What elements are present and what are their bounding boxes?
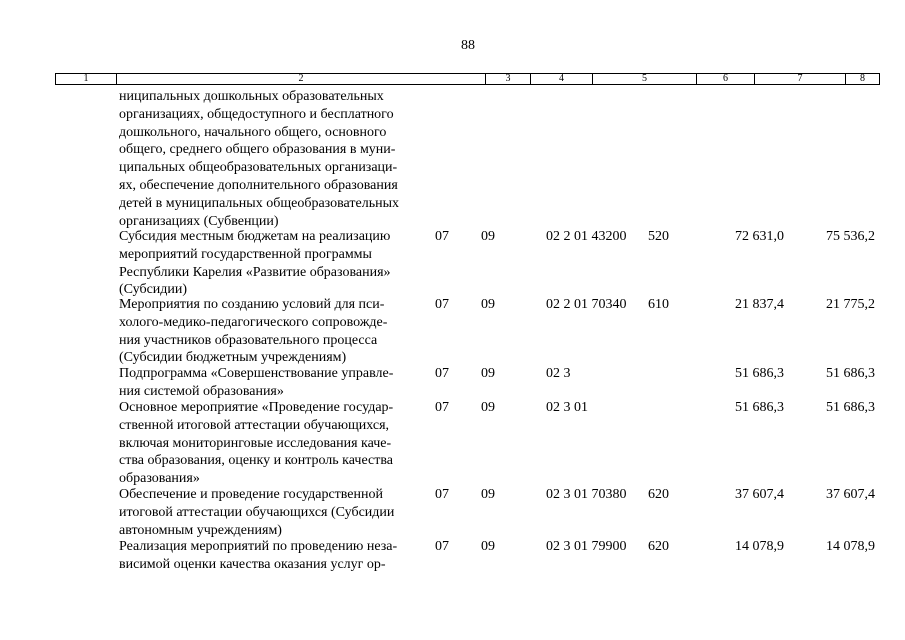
subsection-code: 09 (481, 400, 495, 415)
description-line: Республики Карелия «Развитие образования» (119, 264, 391, 280)
description-line: Субсидия местным бюджетам на реализацию (119, 229, 391, 244)
row-description (119, 486, 437, 539)
header-cell-5: 5 (592, 74, 696, 84)
description-line: (Субсидии бюджетным учреждениям) (119, 350, 347, 366)
description-line: Подпрограмма «Совершенствование управле- (119, 366, 394, 381)
description-line: мероприятий государственной программы (119, 246, 372, 262)
row-description (119, 365, 437, 401)
description-line: ниципальных дошкольных образовательных (119, 89, 384, 104)
description-line: Реализация мероприятий по проведению неза- (119, 539, 398, 554)
header-cell-2: 2 (116, 74, 485, 84)
target-item-code: 02 3 (546, 366, 571, 381)
expense-type-code: 610 (648, 297, 669, 312)
header-cell-6: 6 (696, 74, 754, 84)
amount-col-7: 72 631,0 (735, 229, 784, 244)
amount-col-7: 51 686,3 (735, 400, 784, 415)
description-line: Основное мероприятие «Проведение государ- (119, 400, 394, 415)
amount-col-8: 21 775,2 (826, 297, 875, 312)
header-cell-1: 1 (83, 73, 89, 84)
target-item-code: 02 3 01 79900 (546, 539, 627, 554)
row-description (119, 538, 437, 574)
row-description (119, 296, 437, 367)
page-number: 88 (461, 38, 475, 53)
amount-col-7: 51 686,3 (735, 366, 784, 381)
table-header (55, 73, 880, 85)
amount-col-8: 37 607,4 (826, 487, 875, 502)
target-item-code: 02 3 01 70380 (546, 487, 627, 502)
description-line: автономным учреждениям) (119, 522, 282, 538)
section-code: 07 (435, 366, 449, 381)
header-cell-8: 8 (845, 74, 879, 84)
section-code: 07 (435, 539, 449, 554)
section-code: 07 (435, 297, 449, 312)
amount-col-7: 37 607,4 (735, 487, 784, 502)
amount-col-8: 51 686,3 (826, 366, 875, 381)
subsection-code: 09 (481, 366, 495, 381)
header-cell-4: 4 (530, 74, 592, 84)
description-line: ственной итоговой аттестации обучающихся, (119, 417, 390, 433)
description-line: образования» (119, 471, 200, 487)
row-description (119, 228, 437, 299)
description-line: Мероприятия по созданию условий для пси- (119, 297, 385, 312)
section-code: 07 (435, 229, 449, 244)
description-line: (Субсидии) (119, 282, 188, 298)
description-line: итоговой аттестации обучающихся (Субсидии (119, 504, 395, 520)
row-description (119, 88, 437, 230)
description-line: ния участников образовательного процесса (119, 332, 378, 348)
description-line: холого-медико-педагогического сопровожде- (119, 314, 388, 330)
description-line: ния системой образования» (119, 383, 284, 399)
header-cell-7: 7 (754, 74, 845, 84)
subsection-code: 09 (481, 229, 495, 244)
amount-col-8: 14 078,9 (826, 539, 875, 554)
expense-type-code: 620 (648, 539, 669, 554)
subsection-code: 09 (481, 297, 495, 312)
target-item-code: 02 2 01 70340 (546, 297, 627, 312)
description-line: ях, обеспечение дополнительного образования (119, 177, 398, 193)
target-item-code: 02 3 01 (546, 400, 588, 415)
expense-type-code: 620 (648, 487, 669, 502)
description-line: включая мониторинговые исследования каче- (119, 435, 392, 451)
description-line: ципальных общеобразовательных организаци- (119, 160, 398, 176)
row-description (119, 399, 437, 488)
description-line: Обеспечение и проведение государственной (119, 487, 383, 502)
amount-col-7: 21 837,4 (735, 297, 784, 312)
amount-col-8: 75 536,2 (826, 229, 875, 244)
target-item-code: 02 2 01 43200 (546, 229, 627, 244)
description-line: общего, среднего общего образования в муни- (119, 142, 396, 158)
description-line: висимой оценки качества оказания услуг ор- (119, 556, 386, 572)
subsection-code: 09 (481, 539, 495, 554)
description-line: детей в муниципальных общеобразовательных (119, 195, 399, 211)
section-code: 07 (435, 400, 449, 415)
description-line: ства образования, оценку и контроль качества (119, 453, 393, 469)
expense-type-code: 520 (648, 229, 669, 244)
section-code: 07 (435, 487, 449, 502)
description-line: дошкольного, начального общего, основного (119, 124, 387, 140)
header-cell-3: 3 (485, 74, 530, 84)
description-line: организациях (Субвенции) (119, 213, 279, 229)
amount-col-7: 14 078,9 (735, 539, 784, 554)
amount-col-8: 51 686,3 (826, 400, 875, 415)
description-line: организациях, общедоступного и бесплатного (119, 106, 394, 122)
subsection-code: 09 (481, 487, 495, 502)
